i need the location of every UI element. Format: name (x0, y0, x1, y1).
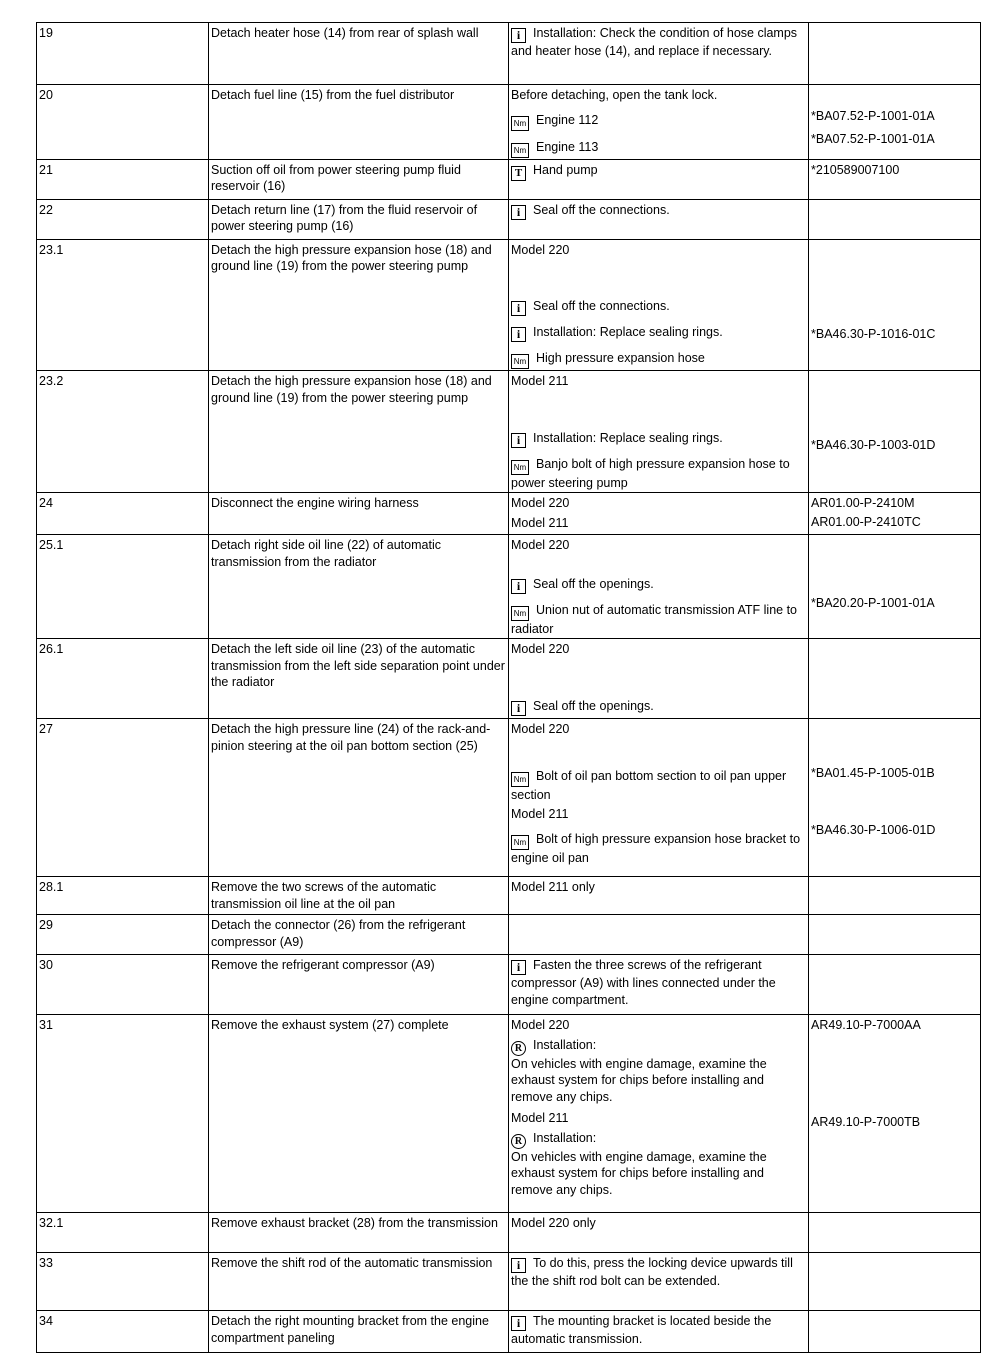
reference-link[interactable]: AR49.10-P-7000AA (811, 1018, 921, 1032)
torque-icon: Nm (511, 143, 529, 158)
step-note: Model 220 only (509, 1213, 809, 1253)
step-task: Detach return line (17) from the fluid reservoir of power steering pump (16) (209, 199, 509, 239)
reference-link[interactable]: *BA46.30-P-1006-01D (811, 822, 936, 837)
step-note: i The mounting bracket is located beside the automatic transmission. (509, 1311, 809, 1353)
torque-icon: Nm (511, 772, 529, 787)
step-number: 31 (37, 1015, 209, 1213)
step-number: 27 (37, 719, 209, 877)
step-task: Detach right side oil line (22) of automatic transmission from the radiator (209, 535, 509, 639)
table-row (37, 85, 981, 160)
step-reference (809, 1015, 981, 1213)
torque-icon: Nm (511, 606, 529, 621)
step-task: Detach the high pressure expansion hose (18) and ground line (19) from the power steering pump (209, 371, 509, 493)
table-row (37, 1015, 981, 1213)
table-row (37, 1253, 981, 1311)
step-reference (809, 371, 981, 493)
step-note: Before detaching, open the tank lock. Nm Engine 112 Nm Engine 113 (509, 85, 809, 160)
procedure-table (36, 22, 981, 1353)
step-task: Detach heater hose (14) from rear of splash wall (209, 23, 509, 85)
step-task: Detach the high pressure expansion hose (18) and ground line (19) from the power steering pump (209, 239, 509, 371)
table-row (37, 239, 981, 371)
reference-link[interactable]: AR01.00-P-2410TC (811, 514, 921, 529)
step-number: 19 (37, 23, 209, 85)
table-row (37, 877, 981, 915)
step-task: Remove the exhaust system (27) complete (209, 1015, 509, 1213)
step-task: Suction off oil from power steering pump fluid reservoir (16) (209, 159, 509, 199)
step-number: 24 (37, 493, 209, 535)
table-row (37, 23, 981, 85)
table-row (37, 1213, 981, 1253)
torque-icon: Nm (511, 116, 529, 131)
step-number: 21 (37, 159, 209, 199)
info-icon: i (511, 579, 526, 594)
info-icon: i (511, 701, 526, 716)
torque-icon: Nm (511, 354, 529, 369)
step-task: Remove exhaust bracket (28) from the transmission (209, 1213, 509, 1253)
step-task: Remove the shift rod of the automatic transmission (209, 1253, 509, 1311)
environment-icon: R (511, 1134, 526, 1149)
step-note: Model 220 i Seal off the connections. i Installation: Replace sealing rings. Nm High pressure expansion hose (509, 239, 809, 371)
table-row (37, 719, 981, 877)
step-note: Model 220 R Installation: On vehicles with engine damage, examine the exhaust system for chips before installing and remove any chips. Model 211 R Installation: On vehicles with engine damage, examine the exhaust system for chips before installing and remove any chips. (509, 1015, 809, 1213)
step-reference (809, 23, 981, 85)
table-row (37, 493, 981, 535)
table-row (37, 915, 981, 955)
step-reference (809, 955, 981, 1015)
reference-link[interactable]: *210589007100 (811, 162, 900, 177)
step-note: i Installation: Check the condition of hose clamps and heater hose (14), and replace if necessary. (509, 23, 809, 85)
step-reference (809, 1311, 981, 1353)
step-note: Model 220 Model 211 (509, 493, 809, 535)
step-note: i To do this, press the locking device upwards till the the shift rod bolt can be extended. (509, 1253, 809, 1311)
environment-icon: R (511, 1041, 526, 1056)
step-note: Model 211 only (509, 877, 809, 915)
step-number: 22 (37, 199, 209, 239)
step-task: Disconnect the engine wiring harness (209, 493, 509, 535)
reference-link[interactable]: *BA46.30-P-1003-01D (811, 438, 936, 452)
step-reference (809, 535, 981, 639)
step-note: Model 220 i Seal off the openings. Nm Union nut of automatic transmission ATF line to radiator (509, 535, 809, 639)
step-note: i Seal off the connections. (509, 199, 809, 239)
step-reference (809, 239, 981, 371)
step-number: 33 (37, 1253, 209, 1311)
info-icon: i (511, 960, 526, 975)
step-note: Model 220 Nm Bolt of oil pan bottom section to oil pan upper section Model 211 Nm Bolt of high pressure expansion hose bracket to engine oil pan (509, 719, 809, 877)
step-number: 20 (37, 85, 209, 160)
table-row (37, 199, 981, 239)
step-number: 30 (37, 955, 209, 1015)
step-note: T Hand pump (509, 159, 809, 199)
info-icon: i (511, 1316, 526, 1331)
step-note: Model 211 i Installation: Replace sealing rings. Nm Banjo bolt of high pressure expansion hose to power steering pump (509, 371, 809, 493)
step-task: Detach the high pressure line (24) of the rack-and-pinion steering at the oil pan bottom section (25) (209, 719, 509, 877)
step-reference (809, 159, 981, 199)
step-number: 23.2 (37, 371, 209, 493)
info-icon: i (511, 327, 526, 342)
step-reference (809, 877, 981, 915)
step-reference (809, 719, 981, 877)
table-row (37, 535, 981, 639)
step-note: Model 220 i Seal off the openings. (509, 639, 809, 719)
step-number: 23.1 (37, 239, 209, 371)
reference-link[interactable]: *BA20.20-P-1001-01A (811, 596, 935, 610)
torque-icon: Nm (511, 460, 529, 475)
step-number: 34 (37, 1311, 209, 1353)
step-number: 25.1 (37, 535, 209, 639)
step-task: Detach the left side oil line (23) of the automatic transmission from the left side separation point under the radiator (209, 639, 509, 719)
table-row (37, 159, 981, 199)
reference-link[interactable]: *BA01.45-P-1005-01B (811, 766, 935, 780)
step-number: 29 (37, 915, 209, 955)
table-row (37, 1311, 981, 1353)
info-icon: i (511, 28, 526, 43)
info-icon: i (511, 205, 526, 220)
reference-link[interactable]: *BA07.52-P-1001-01A (811, 109, 935, 123)
step-note: i Fasten the three screws of the refrigerant compressor (A9) with lines connected under the engine compartment. (509, 955, 809, 1015)
special-tool-icon: T (511, 166, 526, 181)
step-note (509, 915, 809, 955)
step-number: 32.1 (37, 1213, 209, 1253)
step-task: Detach the right mounting bracket from the engine compartment paneling (209, 1311, 509, 1353)
reference-link[interactable]: *BA46.30-P-1016-01C (811, 326, 936, 341)
step-task: Remove the two screws of the automatic transmission oil line at the oil pan (209, 877, 509, 915)
step-reference (809, 199, 981, 239)
step-number: 26.1 (37, 639, 209, 719)
step-reference (809, 85, 981, 160)
reference-link[interactable]: *BA07.52-P-1001-01A (811, 131, 935, 146)
procedure-page (36, 22, 980, 1353)
step-reference (809, 1253, 981, 1311)
step-task: Detach the connector (26) from the refrigerant compressor (A9) (209, 915, 509, 955)
info-icon: i (511, 301, 526, 316)
reference-link[interactable]: AR49.10-P-7000TB (811, 1114, 921, 1129)
table-row (37, 639, 981, 719)
reference-link[interactable]: AR01.00-P-2410M (811, 496, 915, 510)
step-task: Remove the refrigerant compressor (A9) (209, 955, 509, 1015)
step-number: 28.1 (37, 877, 209, 915)
step-task: Detach fuel line (15) from the fuel distributor (209, 85, 509, 160)
torque-icon: Nm (511, 835, 529, 850)
step-reference (809, 1213, 981, 1253)
table-row (37, 371, 981, 493)
step-reference (809, 639, 981, 719)
table-row (37, 955, 981, 1015)
info-icon: i (511, 433, 526, 448)
step-reference (809, 915, 981, 955)
step-reference (809, 493, 981, 535)
info-icon: i (511, 1258, 526, 1273)
